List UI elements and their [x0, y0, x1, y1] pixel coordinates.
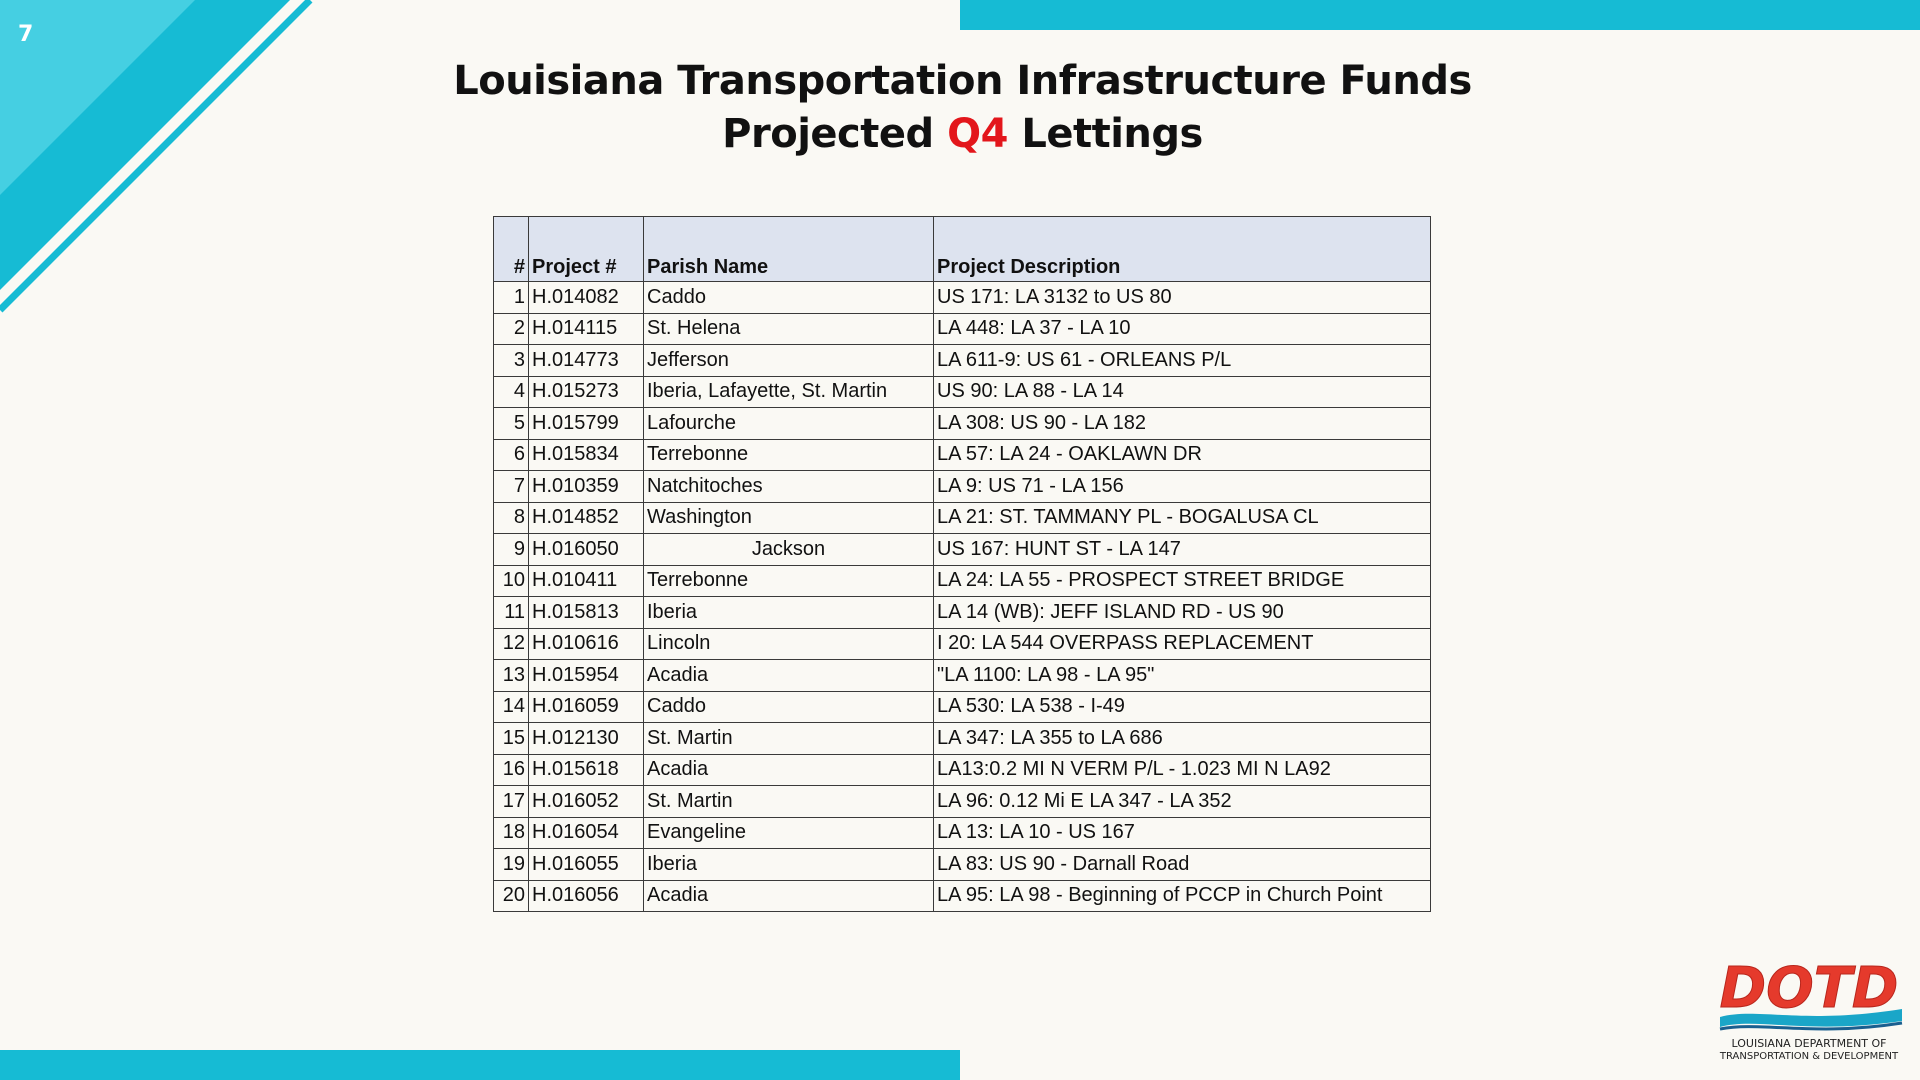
project-description: LA 448: LA 37 - LA 10: [934, 313, 1431, 345]
project-number: H.015834: [529, 439, 644, 471]
row-number: 7: [494, 471, 529, 503]
project-number: H.014082: [529, 282, 644, 314]
corner-decoration: [0, 0, 330, 330]
project-description: I 20: LA 544 OVERPASS REPLACEMENT: [934, 628, 1431, 660]
table-row: [494, 786, 1431, 818]
table-header-row: [494, 217, 1431, 282]
project-description: LA 24: LA 55 - PROSPECT STREET BRIDGE: [934, 565, 1431, 597]
project-number: H.015799: [529, 408, 644, 440]
row-number: 13: [494, 660, 529, 692]
table-row: [494, 534, 1431, 566]
project-number: H.014852: [529, 502, 644, 534]
table-body: [494, 282, 1431, 912]
parish-name: Jackson: [644, 534, 934, 566]
parish-name: Lafourche: [644, 408, 934, 440]
project-number: H.012130: [529, 723, 644, 755]
parish-name: Jefferson: [644, 345, 934, 377]
project-description: LA 308: US 90 - LA 182: [934, 408, 1431, 440]
project-number: H.016055: [529, 849, 644, 881]
table-row: [494, 471, 1431, 503]
parish-name: Natchitoches: [644, 471, 934, 503]
project-description: LA 9: US 71 - LA 156: [934, 471, 1431, 503]
row-number: 18: [494, 817, 529, 849]
title-line-2-suffix: Lettings: [1007, 111, 1203, 157]
project-description: "LA 1100: LA 98 - LA 95": [934, 660, 1431, 692]
table-row: [494, 660, 1431, 692]
project-description: LA 96: 0.12 Mi E LA 347 - LA 352: [934, 786, 1431, 818]
project-description: LA 611-9: US 61 - ORLEANS P/L: [934, 345, 1431, 377]
project-description: US 90: LA 88 - LA 14: [934, 376, 1431, 408]
svg-text:TRANSPORTATION & DEVELOPMENT: TRANSPORTATION & DEVELOPMENT: [1719, 1051, 1899, 1062]
project-description: LA13:0.2 MI N VERM P/L - 1.023 MI N LA92: [934, 754, 1431, 786]
table-row: [494, 849, 1431, 881]
row-number: 3: [494, 345, 529, 377]
table-row: [494, 345, 1431, 377]
parish-name: Evangeline: [644, 817, 934, 849]
table-row: [494, 817, 1431, 849]
title-line-2: [360, 108, 1565, 161]
project-description: LA 14 (WB): JEFF ISLAND RD - US 90: [934, 597, 1431, 629]
row-number: 5: [494, 408, 529, 440]
row-number: 6: [494, 439, 529, 471]
parish-name: Caddo: [644, 691, 934, 723]
row-number: 9: [494, 534, 529, 566]
project-number: H.010359: [529, 471, 644, 503]
table-row: [494, 313, 1431, 345]
row-number: 20: [494, 880, 529, 912]
row-number: 16: [494, 754, 529, 786]
lettings-table: [493, 216, 1431, 912]
table-row: [494, 502, 1431, 534]
table-row: [494, 408, 1431, 440]
project-number: H.016054: [529, 817, 644, 849]
row-number: 15: [494, 723, 529, 755]
project-number: H.016052: [529, 786, 644, 818]
title-line-2-prefix: Projected: [722, 111, 948, 157]
row-number: 2: [494, 313, 529, 345]
project-number: H.014773: [529, 345, 644, 377]
column-header-parish: Parish Name: [644, 217, 934, 282]
project-description: LA 347: LA 355 to LA 686: [934, 723, 1431, 755]
row-number: 8: [494, 502, 529, 534]
title-line-1: Louisiana Transportation Infrastructure Funds: [453, 58, 1472, 104]
table-row: [494, 376, 1431, 408]
column-header-project: Project #: [529, 217, 644, 282]
project-description: LA 57: LA 24 - OAKLAWN DR: [934, 439, 1431, 471]
table-row: [494, 754, 1431, 786]
row-number: 10: [494, 565, 529, 597]
row-number: 14: [494, 691, 529, 723]
top-accent-bar: [960, 0, 1920, 30]
project-number: H.015618: [529, 754, 644, 786]
parish-name: St. Martin: [644, 786, 934, 818]
parish-name: St. Helena: [644, 313, 934, 345]
table-row: [494, 628, 1431, 660]
slide-number: 7: [18, 22, 34, 47]
project-number: H.016050: [529, 534, 644, 566]
svg-text:DOTD: DOTD: [1719, 956, 1899, 1021]
dotd-logo: [1712, 955, 1907, 1065]
parish-name: Caddo: [644, 282, 934, 314]
parish-name: Terrebonne: [644, 565, 934, 597]
column-header-description: Project Description: [934, 217, 1431, 282]
table-row: [494, 723, 1431, 755]
parish-name: Iberia: [644, 849, 934, 881]
project-number: H.010411: [529, 565, 644, 597]
parish-name: Acadia: [644, 880, 934, 912]
parish-name: Iberia, Lafayette, St. Martin: [644, 376, 934, 408]
project-number: H.015273: [529, 376, 644, 408]
project-description: LA 21: ST. TAMMANY PL - BOGALUSA CL: [934, 502, 1431, 534]
table-row: [494, 597, 1431, 629]
row-number: 17: [494, 786, 529, 818]
project-number: H.015954: [529, 660, 644, 692]
table-row: [494, 439, 1431, 471]
parish-name: Iberia: [644, 597, 934, 629]
svg-text:LOUISIANA DEPARTMENT OF: LOUISIANA DEPARTMENT OF: [1731, 1037, 1887, 1050]
bottom-accent-bar: [0, 1050, 960, 1080]
parish-name: Acadia: [644, 660, 934, 692]
table-row: [494, 282, 1431, 314]
table-row: [494, 880, 1431, 912]
project-description: LA 13: LA 10 - US 167: [934, 817, 1431, 849]
table-row: [494, 565, 1431, 597]
project-description: LA 83: US 90 - Darnall Road: [934, 849, 1431, 881]
project-description: US 171: LA 3132 to US 80: [934, 282, 1431, 314]
row-number: 4: [494, 376, 529, 408]
project-number: H.016059: [529, 691, 644, 723]
parish-name: Lincoln: [644, 628, 934, 660]
page-title: [360, 55, 1565, 161]
column-header-number: #: [494, 217, 529, 282]
project-description: LA 95: LA 98 - Beginning of PCCP in Church Point: [934, 880, 1431, 912]
project-number: H.016056: [529, 880, 644, 912]
parish-name: Washington: [644, 502, 934, 534]
row-number: 1: [494, 282, 529, 314]
project-description: LA 530: LA 538 - I-49: [934, 691, 1431, 723]
project-number: H.014115: [529, 313, 644, 345]
project-description: US 167: HUNT ST - LA 147: [934, 534, 1431, 566]
table-row: [494, 691, 1431, 723]
project-number: H.015813: [529, 597, 644, 629]
parish-name: Terrebonne: [644, 439, 934, 471]
row-number: 11: [494, 597, 529, 629]
project-number: H.010616: [529, 628, 644, 660]
row-number: 12: [494, 628, 529, 660]
parish-name: Acadia: [644, 754, 934, 786]
parish-name: St. Martin: [644, 723, 934, 755]
quarter-highlight: Q4: [947, 111, 1008, 157]
row-number: 19: [494, 849, 529, 881]
